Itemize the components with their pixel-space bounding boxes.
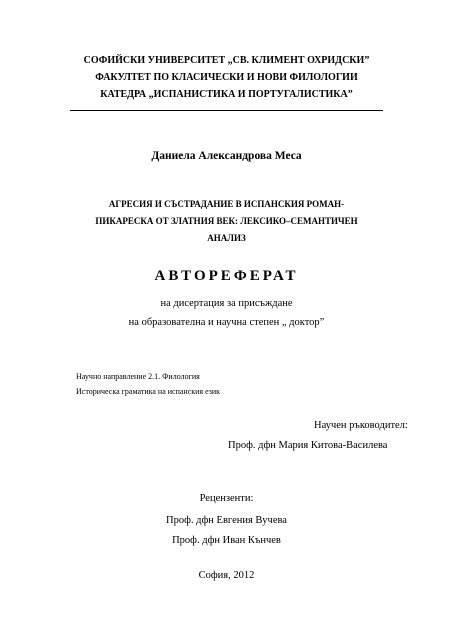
supervisor-name: Проф. дфн Мария Китова-Василева [228,440,388,451]
document-genre: АВТОРЕФЕРАТ [154,268,299,284]
reviewer-name: Проф. дфн Иван Кънчев [172,535,281,546]
dissertation-title-line-3: АНАЛИЗ [207,233,246,243]
dissertation-title-line-1: АГРЕСИЯ И СЪСТРАДАНИЕ В ИСПАНСКИЯ РОМАН- [108,199,345,209]
scientific-direction: Научно направление 2.1. Филология [76,372,200,381]
reviewers-label: Рецензенти: [199,493,254,504]
department-name: КАТЕДРА „ИСПАНИСТИКА И ПОРТУГАЛИСТИКА” [100,89,353,100]
university-name: СОФИЙСКИ УНИВЕРСИТЕТ „СВ. КЛИМЕНТ ОХРИДСКИ” [83,55,370,66]
supervisor-label: Научен ръководител: [314,420,408,431]
author-name: Даниела Александрова Меса [151,150,302,162]
place-and-year: София, 2012 [198,570,255,581]
header-divider [70,110,383,111]
purpose-line-1: на дисертация за присъждане [160,298,293,309]
dissertation-title-line-2: ПИКАРЕСКА ОТ ЗЛАТНИЯ ВЕК: ЛЕКСИКО–СЕМАНТИЧЕН [95,216,358,226]
faculty-name: ФАКУЛТЕТ ПО КЛАСИЧЕСКИ И НОВИ ФИЛОЛОГИИ [95,72,358,83]
scientific-specialty: Историческа граматика на испанския език [76,387,221,396]
purpose-line-2: на образователна и научна степен „ доктор” [128,317,325,328]
reviewer-name: Проф. дфн Евгения Вучева [166,515,287,526]
